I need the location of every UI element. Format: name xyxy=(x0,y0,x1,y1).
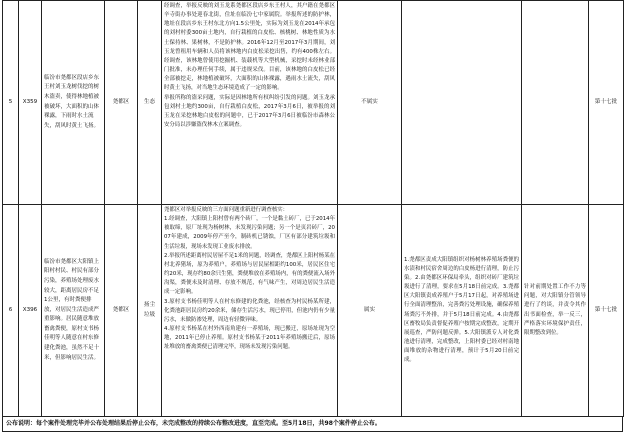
investigation-para: 1.经调查，大阳镇上阳村曾有两个砖厂，一个是黏土砖厂，已于2014年被取缔，原厂址现为杨树林，未发现污染问题；另一个是页岩砖厂，2007年建成，2009年停产至今，制砖机已锈蚀，厂区有部分建筑垃圾和生活垃圾，现场未发现工业废水排放。 xyxy=(164,216,335,250)
investigation-para: 尧都区对举报反映的三方面问题重新进行调查核实： xyxy=(164,207,288,213)
measures-cell xyxy=(402,1,522,205)
investigation-para: 经调查，举报反映的刘玉龙系尧都区段店乡东王村人，其户籍在尧都区辛寺街办事处迎春北街，住址在临汾七中家属院。举报所述的防护林，地址在段店乡东王村东北方向1.5公里处，实际为刘玉龙在2014年承包的刘村村委300亩土地内，自行栽植的白皮松、核桃树、林地性质为水土保持林、果树林，不是防护林。2016年12月至2017年3月期间，刘玉龙曾租用车辆和人员将该林地内白皮松采挖出售，约有400株左右。经调查，该林地曾使用挖掘机、装载机等大型机械，采挖时未经林业部门批准，未办理任何手续，属于违规采伐。目前，该林地的白皮松已经全部被挖走，林地植被破坏，大面积的山体裸露，遇雨水土流失，刮风时黄土飞扬，对当地生态环境造成了一定的影响。 xyxy=(164,3,335,92)
investigation-cell xyxy=(162,1,338,205)
category-cell: 生态 xyxy=(138,1,162,205)
investigation-para: 3.原村支书杨佳明等人在村东修建的化粪池，经核查为村民杨某所建，化粪池距居民房约20余米，储存生活污水，现已停用，但池内仍有少量污水，未做防渗处理，周边有轻微异味。 xyxy=(164,298,335,323)
investigation-cell xyxy=(162,205,338,417)
verdict-cell: 属实 xyxy=(338,205,402,417)
case-code: X359 xyxy=(19,1,42,205)
investigation-para: 2.举报所述距离村民居屋不足1米的问题，经调查，尧都区上阳村杨某在村北养猪场，原为养殖户，养殖场与居民屋相距约100米，居民区住宅约20米，现存约80余只生猪，粪便堆放在养殖场内，有的粪便流入场外沟渠，粪便未及时清理、存放不规范，有气味产生，对周边居民生活造成一定影响。 xyxy=(164,252,335,296)
complaint-cell: 临汾市尧都区段店乡东王村刘玉龙树伐挖的树木盗卖，使得林地植被被破坏，大面积的山体裸露，下雨时水土流失，刮风时黄土飞扬。 xyxy=(42,1,105,205)
batch-cell: 第十七批 xyxy=(589,1,624,205)
verdict-cell: 不属实 xyxy=(338,1,402,205)
table-row xyxy=(3,1,624,205)
investigation-para: 4.原村支书杨某在村外西南角建有一养殖场，现已搬迁，原场址现为空地，2011年已停止养殖。原村支书杨某于2011年养殖场搬迁后，原场址堆放的畜禽粪便已清理完毕，现场未发现污染问题。 xyxy=(164,326,335,351)
accountability-cell: 针对前期处置工作不力等问题，对大阳镇分管领导进行了约谈，并责令其作出书面检查，举一反三，严格落实环境保护责任，限期整改到位。 xyxy=(522,205,589,417)
district-cell: 尧都区 xyxy=(105,1,138,205)
category-cell: 扬尘 垃圾 xyxy=(138,205,162,417)
measures-cell: 1.尧都区责成大阳镇组织对杨树林养殖场粪便的水渍和村民宿舍周边的白皮杨进行清理，防止污染。2.由尧都区环保局牵头，组织对砖厂建筑垃圾进行了清理，要求在5月18日前完成。3.尧都区大阳镇责成养殖户于5月17日起，对养殖场进行全面清理整治，完善粪污处理设施，确保养殖场粪污不外排，并于5月18日前完成。4.由尧都区畜牧局负责督促养殖户按期完成整改，定期开展巡查，严防问题反弹。5.大阳镇派专人对化粪池进行清理，完成整改，上阳村委已经对村南地面堆放的杂物进行清理，预计于5月20日前完成。 xyxy=(402,205,522,417)
complaint-table xyxy=(2,0,624,417)
row-index: 6 xyxy=(3,205,19,417)
accountability-cell xyxy=(522,1,589,205)
investigation-para: 举报所称的盗采问题，实际是因林地所有权纠纷引发的问题。刘玉龙承包刘村土地约300亩，自行栽植白皮松，2017年3月6日，被举报的刘玉龙在采挖林地白皮松的问题中，已于2017年3月6日被临汾市森林公安分局以涉嫌盗伐林木立案调查。 xyxy=(164,94,335,129)
batch-cell: 第十七批 xyxy=(589,205,624,417)
footer-note: 公布说明：每个案件处理完毕并公布处理结果后停止公布，未完成整改的持续公布整改进度，直至完成。至5月18日，共98个案件停止公布。 xyxy=(2,416,623,432)
complaint-cell: 临汾市尧都区大阳镇上阳村村民、村民有部分污染，养殖场处理废水较大，距离居民房不足1公里，有时粪便排放，对居民生活造成严重影响。居民随意堆放畜禽粪便，原村支书杨佳明等人随意在村东修建化粪池，虽然不足十米，但影响居民生活。 xyxy=(42,205,105,417)
district-cell: 尧都区 xyxy=(105,205,138,417)
table-row xyxy=(3,205,624,417)
case-code: X396 xyxy=(19,205,42,417)
row-index: 5 xyxy=(3,1,19,205)
